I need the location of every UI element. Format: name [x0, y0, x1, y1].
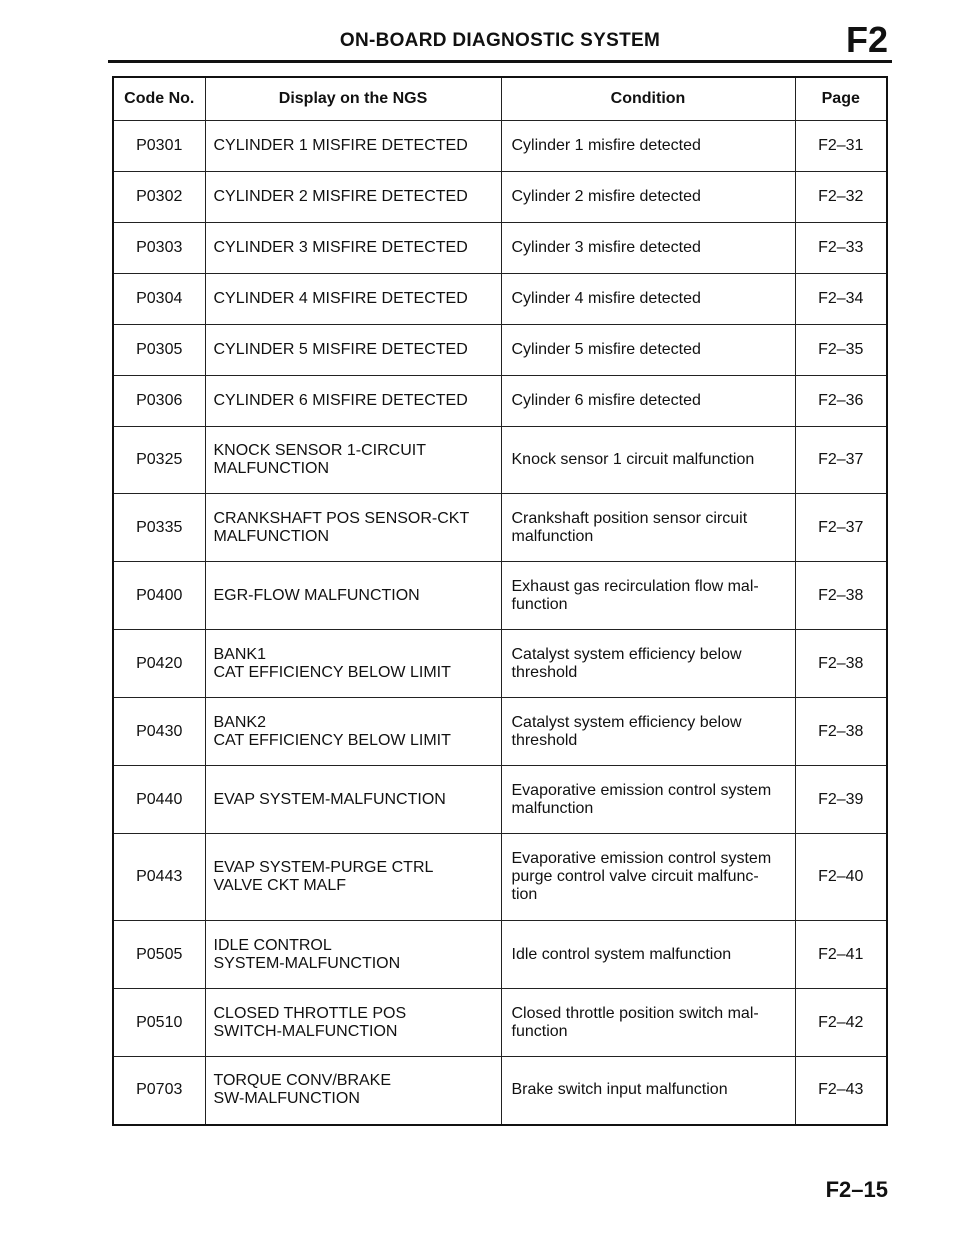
page-number: F2–15 — [825, 1177, 888, 1202]
display-cell: CYLINDER 1 MISFIRE DETECTED — [205, 121, 501, 172]
code-cell: P0301 — [113, 121, 205, 172]
table-row — [113, 1057, 887, 1125]
column-header-page: Page — [795, 77, 887, 121]
display-cell: CLOSED THROTTLE POS SWITCH-MALFUNCTION — [205, 989, 501, 1057]
table-row — [113, 766, 887, 834]
condition-cell: Cylinder 2 misfire detected — [501, 172, 795, 223]
display-cell: CYLINDER 2 MISFIRE DETECTED — [205, 172, 501, 223]
code-cell: P0306 — [113, 376, 205, 427]
code-cell: P0510 — [113, 989, 205, 1057]
code-cell: P0304 — [113, 274, 205, 325]
table-row — [113, 630, 887, 698]
display-cell: CRANKSHAFT POS SENSOR-CKT MALFUNCTION — [205, 494, 501, 562]
code-cell: P0400 — [113, 562, 205, 630]
display-cell: BANK2 CAT EFFICIENCY BELOW LIMIT — [205, 698, 501, 766]
condition-cell: Idle control system malfunction — [501, 921, 795, 989]
code-cell: P0505 — [113, 921, 205, 989]
table-row — [113, 223, 887, 274]
table-row — [113, 376, 887, 427]
page-cell: F2–40 — [795, 834, 887, 921]
code-cell: P0420 — [113, 630, 205, 698]
condition-cell: Closed throttle position switch mal- function — [501, 989, 795, 1057]
display-cell: CYLINDER 4 MISFIRE DETECTED — [205, 274, 501, 325]
display-cell: CYLINDER 6 MISFIRE DETECTED — [205, 376, 501, 427]
condition-cell: Evaporative emission control system purge control valve circuit malfunc- tion — [501, 834, 795, 921]
page-cell: F2–43 — [795, 1057, 887, 1125]
table-row — [113, 834, 887, 921]
diagnostic-code-table — [112, 76, 888, 1126]
table-row — [113, 562, 887, 630]
page-cell: F2–37 — [795, 427, 887, 494]
page-cell: F2–35 — [795, 325, 887, 376]
condition-cell: Catalyst system efficiency below threshold — [501, 698, 795, 766]
page-header — [108, 19, 892, 60]
code-cell: P0335 — [113, 494, 205, 562]
page-cell: F2–38 — [795, 698, 887, 766]
code-cell: P0303 — [113, 223, 205, 274]
code-cell: P0440 — [113, 766, 205, 834]
condition-cell: Evaporative emission control system malfunction — [501, 766, 795, 834]
table-row — [113, 921, 887, 989]
page-cell: F2–38 — [795, 562, 887, 630]
code-cell: P0325 — [113, 427, 205, 494]
table-row — [113, 121, 887, 172]
column-header-code: Code No. — [113, 77, 205, 121]
condition-cell: Cylinder 3 misfire detected — [501, 223, 795, 274]
condition-cell: Catalyst system efficiency below threshold — [501, 630, 795, 698]
page-cell: F2–39 — [795, 766, 887, 834]
condition-cell: Brake switch input malfunction — [501, 1057, 795, 1125]
condition-cell: Cylinder 6 misfire detected — [501, 376, 795, 427]
page-cell: F2–37 — [795, 494, 887, 562]
table-row — [113, 494, 887, 562]
condition-cell: Crankshaft position sensor circuit malfunction — [501, 494, 795, 562]
page-title: ON-BOARD DIAGNOSTIC SYSTEM — [339, 30, 661, 51]
display-cell: EVAP SYSTEM-MALFUNCTION — [205, 766, 501, 834]
page-cell: F2–33 — [795, 223, 887, 274]
table-row — [113, 427, 887, 494]
display-cell: EGR-FLOW MALFUNCTION — [205, 562, 501, 630]
table-row — [113, 274, 887, 325]
table-row — [113, 698, 887, 766]
code-cell: P0703 — [113, 1057, 205, 1125]
condition-cell: Cylinder 1 misfire detected — [501, 121, 795, 172]
code-cell: P0305 — [113, 325, 205, 376]
condition-cell: Knock sensor 1 circuit malfunction — [501, 427, 795, 494]
table-body — [113, 121, 887, 1125]
table-row — [113, 172, 887, 223]
table-row — [113, 989, 887, 1057]
code-cell: P0430 — [113, 698, 205, 766]
page-cell: F2–41 — [795, 921, 887, 989]
condition-cell: Cylinder 4 misfire detected — [501, 274, 795, 325]
page-cell: F2–42 — [795, 989, 887, 1057]
condition-cell: Cylinder 5 misfire detected — [501, 325, 795, 376]
header-divider — [108, 60, 892, 63]
table-header-row — [113, 77, 887, 121]
display-cell: BANK1 CAT EFFICIENCY BELOW LIMIT — [205, 630, 501, 698]
code-cell: P0443 — [113, 834, 205, 921]
display-cell: TORQUE CONV/BRAKE SW-MALFUNCTION — [205, 1057, 501, 1125]
section-code: F2 — [845, 19, 888, 60]
page-cell: F2–36 — [795, 376, 887, 427]
code-cell: P0302 — [113, 172, 205, 223]
column-header-display: Display on the NGS — [205, 77, 501, 121]
table-row — [113, 325, 887, 376]
page-cell: F2–31 — [795, 121, 887, 172]
display-cell: KNOCK SENSOR 1-CIRCUIT MALFUNCTION — [205, 427, 501, 494]
display-cell: EVAP SYSTEM-PURGE CTRL VALVE CKT MALF — [205, 834, 501, 921]
display-cell: CYLINDER 5 MISFIRE DETECTED — [205, 325, 501, 376]
page-cell: F2–32 — [795, 172, 887, 223]
column-header-condition: Condition — [501, 77, 795, 121]
page-cell: F2–38 — [795, 630, 887, 698]
display-cell: CYLINDER 3 MISFIRE DETECTED — [205, 223, 501, 274]
display-cell: IDLE CONTROL SYSTEM-MALFUNCTION — [205, 921, 501, 989]
condition-cell: Exhaust gas recirculation flow mal- function — [501, 562, 795, 630]
page-cell: F2–34 — [795, 274, 887, 325]
